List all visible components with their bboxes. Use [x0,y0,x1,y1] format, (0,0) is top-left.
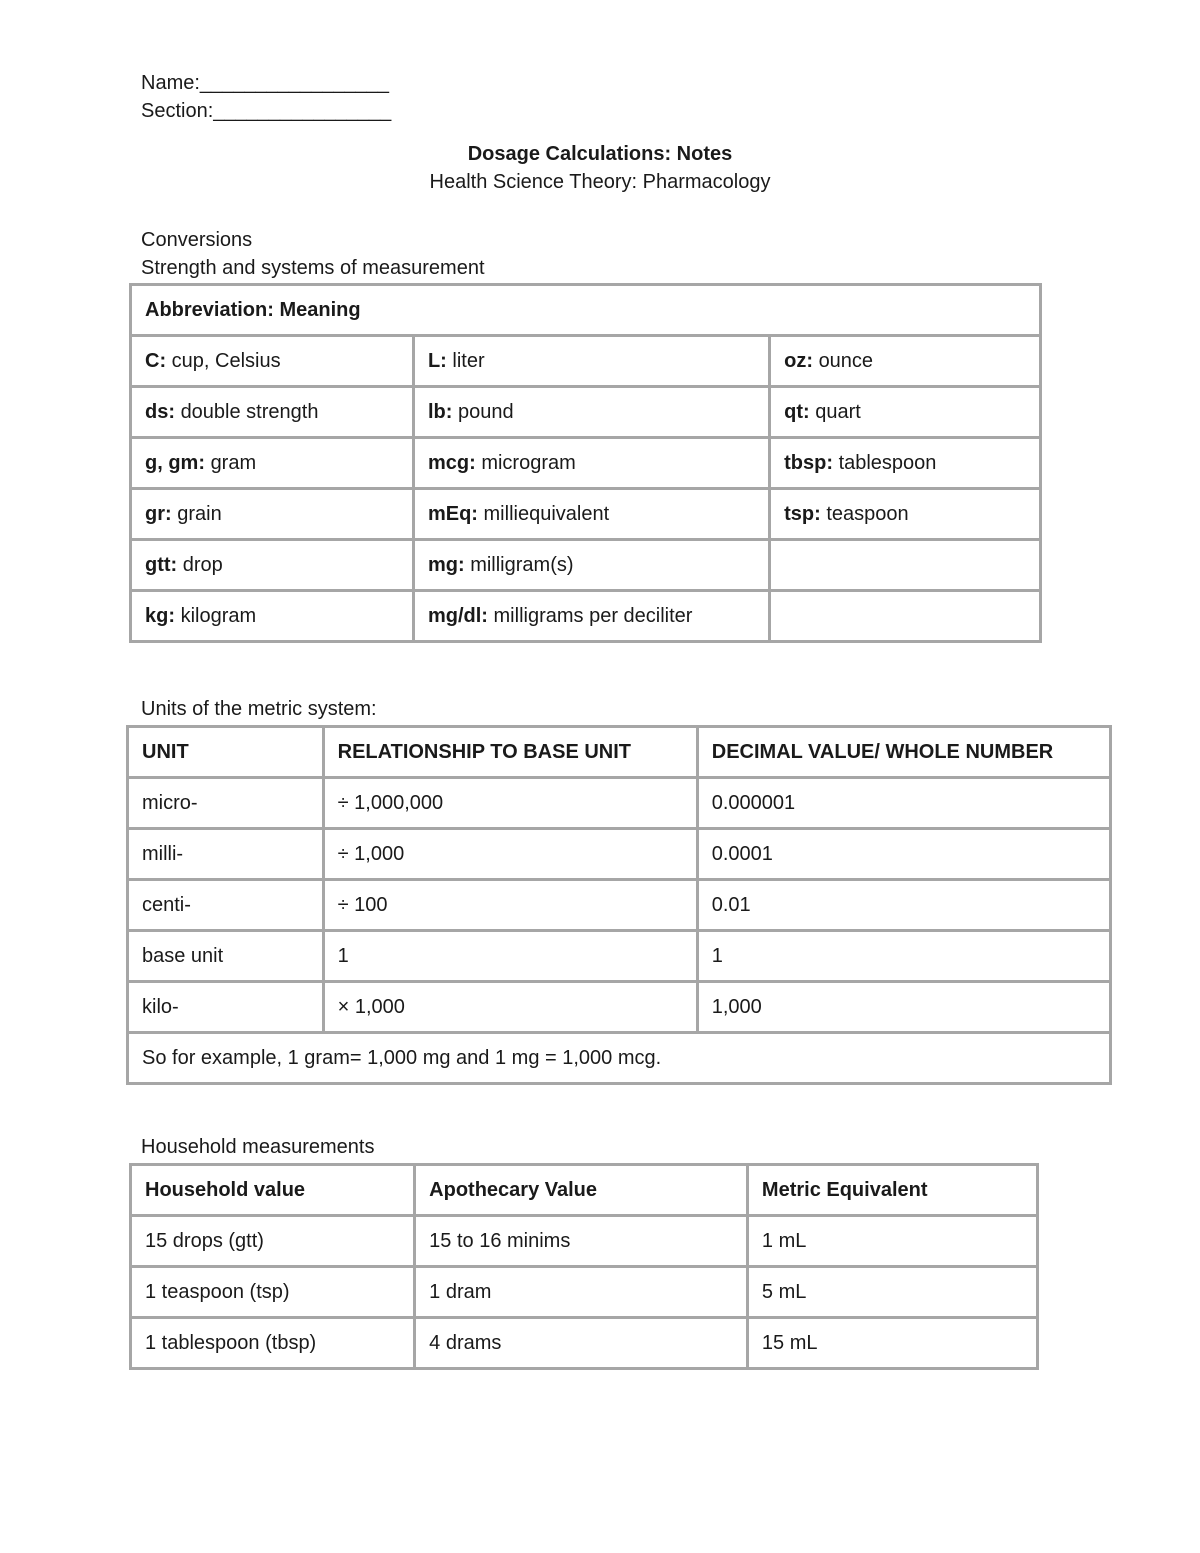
household-value-cell: 1 tablespoon (tbsp) [131,1318,415,1369]
abbreviation-cell: tbsp: tablespoon [770,438,1041,489]
abbreviation-cell: L: liter [413,336,769,387]
abbreviation-cell: lb: pound [413,387,769,438]
decimal-cell: 1,000 [697,982,1110,1033]
conversions-heading: Conversions [141,229,253,251]
metric-equivalent-cell: 15 mL [747,1318,1037,1369]
metric-equivalent-cell: 1 mL [747,1216,1037,1267]
table-row [131,540,1041,591]
section-line: Section:________________ [141,100,392,122]
metric-heading: Units of the metric system: [141,698,377,720]
household-value-cell: 15 drops (gtt) [131,1216,415,1267]
table-row [131,1318,1038,1369]
household-value-cell: 1 teaspoon (tsp) [131,1267,415,1318]
unit-cell: centi- [128,880,324,931]
unit-cell: base unit [128,931,324,982]
column-header: Metric Equivalent [747,1165,1037,1216]
apothecary-value-cell: 15 to 16 minims [415,1216,748,1267]
table-row [131,438,1041,489]
table-row [131,1267,1038,1318]
abbreviation-table-header: Abbreviation: Meaning [131,285,1041,336]
metric-example: So for example, 1 gram= 1,000 mg and 1 mg = 1,000 mcg. [128,1033,1111,1084]
abbreviation-cell: mcg: microgram [413,438,769,489]
conversions-subheading: Strength and systems of measurement [141,257,485,279]
abbreviation-cell: mg/dl: milligrams per deciliter [413,591,769,642]
relationship-cell: ÷ 1,000 [323,829,697,880]
metric-equivalent-cell: 5 mL [747,1267,1037,1318]
abbreviation-table-header-row [131,285,1041,336]
abbreviation-cell: C: cup, Celsius [131,336,414,387]
abbreviation-cell: oz: ounce [770,336,1041,387]
unit-cell: kilo- [128,982,324,1033]
decimal-cell: 0.01 [697,880,1110,931]
decimal-cell: 0.000001 [697,778,1110,829]
decimal-cell: 0.0001 [697,829,1110,880]
abbreviation-cell: tsp: teaspoon [770,489,1041,540]
unit-cell: micro- [128,778,324,829]
metric-example-row [128,1033,1111,1084]
table-row [128,778,1111,829]
table-row [131,591,1041,642]
abbreviation-cell: kg: kilogram [131,591,414,642]
abbreviation-cell: qt: quart [770,387,1041,438]
apothecary-value-cell: 4 drams [415,1318,748,1369]
table-row [128,880,1111,931]
column-header: DECIMAL VALUE/ WHOLE NUMBER [697,727,1110,778]
metric-table-header-row [128,727,1111,778]
abbreviation-cell: mg: milligram(s) [413,540,769,591]
abbreviation-cell: mEq: milliequivalent [413,489,769,540]
abbreviation-table [129,283,1042,643]
table-row [128,931,1111,982]
relationship-cell: × 1,000 [323,982,697,1033]
page-subtitle: Health Science Theory: Pharmacology [429,171,771,193]
abbreviation-cell: gtt: drop [131,540,414,591]
unit-cell: milli- [128,829,324,880]
table-row [131,1216,1038,1267]
abbreviation-cell: g, gm: gram [131,438,414,489]
column-header: Household value [131,1165,415,1216]
household-table [129,1163,1039,1370]
apothecary-value-cell: 1 dram [415,1267,748,1318]
relationship-cell: ÷ 100 [323,880,697,931]
abbreviation-cell: ds: double strength [131,387,414,438]
column-header: UNIT [128,727,324,778]
household-heading: Household measurements [141,1136,375,1158]
table-row [128,829,1111,880]
column-header: RELATIONSHIP TO BASE UNIT [323,727,697,778]
abbreviation-cell: gr: grain [131,489,414,540]
metric-table [126,725,1112,1085]
abbreviation-cell-empty [770,591,1041,642]
household-table-header-row [131,1165,1038,1216]
table-row [131,387,1041,438]
page-title: Dosage Calculations: Notes [467,143,733,165]
table-row [128,982,1111,1033]
abbreviation-cell-empty [770,540,1041,591]
decimal-cell: 1 [697,931,1110,982]
table-row [131,489,1041,540]
column-header: Apothecary Value [415,1165,748,1216]
relationship-cell: 1 [323,931,697,982]
name-line: Name:_________________ [141,72,389,94]
relationship-cell: ÷ 1,000,000 [323,778,697,829]
table-row [131,336,1041,387]
